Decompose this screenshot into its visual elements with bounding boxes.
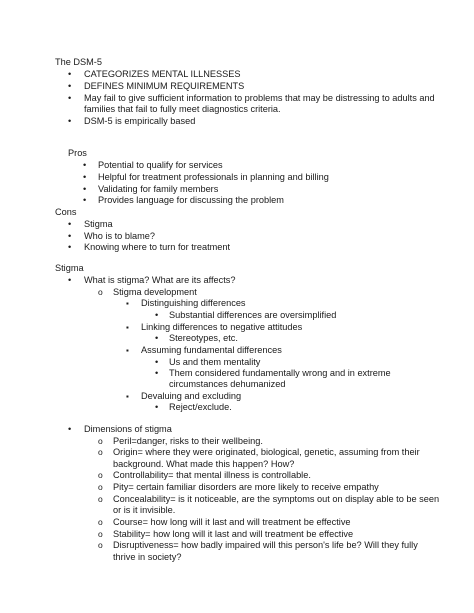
square-bullet-icon: [126, 345, 129, 357]
list-item: Devaluing and excluding: [141, 391, 242, 401]
circle-bullet-icon: [98, 447, 103, 459]
list-item: Validating for family members: [98, 184, 219, 194]
circle-bullet-icon: [98, 482, 103, 494]
bullet-icon: [68, 93, 71, 105]
bullet-icon: [68, 231, 71, 243]
list-item: DSM-5 is empirically based: [84, 116, 196, 126]
bullet-icon: [68, 242, 71, 254]
list-item: Concealability= is it noticeable, are the symptoms out on display able to be seen: [113, 494, 440, 504]
heading-stigma: Stigma: [55, 263, 84, 273]
list-item: Dimensions of stigma: [84, 424, 172, 434]
list-item: Reject/exclude.: [169, 402, 232, 412]
bullet-icon: [68, 424, 71, 436]
bullet-icon: [68, 116, 71, 128]
square-bullet-icon: [126, 298, 129, 310]
list-item: Pity= certain familiar disorders are more likely to receive empathy: [113, 482, 379, 492]
circle-bullet-icon: [98, 529, 103, 541]
bullet-icon: [68, 81, 71, 93]
list-item: Knowing where to turn for treatment: [84, 242, 231, 252]
list-item: Distinguishing differences: [141, 298, 246, 308]
heading-dsm: The DSM-5: [55, 57, 102, 67]
circle-bullet-icon: [98, 517, 103, 529]
list-item: DEFINES MINIMUM REQUIREMENTS: [84, 81, 245, 91]
bullet-icon: [68, 69, 71, 81]
circle-bullet-icon: [98, 470, 103, 482]
list-item: Stigma development: [113, 287, 197, 297]
list-item: What is stigma? What are its affects?: [84, 275, 236, 285]
circle-bullet-icon: [98, 287, 103, 299]
list-item: Controllability= that mental illness is controllable.: [113, 470, 311, 480]
list-item: Provides language for discussing the problem: [98, 195, 284, 205]
bullet-icon: [155, 368, 158, 380]
list-item: Origin= where they were originated, biological, genetic, assuming from their: [113, 447, 420, 457]
bullet-icon: [155, 357, 158, 369]
bullet-icon: [83, 195, 86, 207]
list-item: Us and them mentality: [169, 357, 261, 367]
circle-bullet-icon: [98, 436, 103, 448]
list-item: Peril=danger, risks to their wellbeing.: [113, 436, 263, 446]
list-item: Stability= how long will it last and will treatment be effective: [113, 529, 354, 539]
list-item-continued: background. What made this happen? How?: [113, 459, 295, 469]
bullet-icon: [83, 160, 86, 172]
bullet-icon: [155, 310, 158, 322]
list-item: Stigma: [84, 219, 113, 229]
bullet-icon: [83, 184, 86, 196]
list-item: Disruptiveness= how badly impaired will this person's life be? Will they fully: [113, 540, 418, 550]
circle-bullet-icon: [98, 540, 103, 552]
list-item: Them considered fundamentally wrong and in extreme: [169, 368, 391, 378]
list-item: May fail to give sufficient information to problems that may be distressing to adults and: [84, 93, 435, 103]
bullet-icon: [68, 219, 71, 231]
list-item: CATEGORIZES MENTAL ILLNESSES: [84, 69, 241, 79]
bullet-icon: [83, 172, 86, 184]
list-item-continued: thrive in society?: [113, 552, 182, 562]
square-bullet-icon: [126, 322, 129, 334]
bullet-icon: [155, 333, 158, 345]
list-item-continued: or is it invisible.: [113, 505, 176, 515]
list-item: Who is to blame?: [84, 231, 155, 241]
circle-bullet-icon: [98, 494, 103, 506]
list-item: Stereotypes, etc.: [169, 333, 238, 343]
heading-cons: Cons: [55, 207, 77, 217]
heading-pros: Pros: [68, 148, 87, 158]
list-item-continued: families that fail to fully meet diagnostics criteria.: [84, 104, 281, 114]
bullet-icon: [68, 275, 71, 287]
list-item: Linking differences to negative attitudes: [141, 322, 303, 332]
list-item: Potential to qualify for services: [98, 160, 223, 170]
bullet-icon: [155, 402, 158, 414]
list-item: Course= how long will it last and will treatment be effective: [113, 517, 351, 527]
list-item: Assuming fundamental differences: [141, 345, 282, 355]
list-item-continued: circumstances dehumanized: [169, 379, 286, 389]
list-item: Helpful for treatment professionals in planning and billing: [98, 172, 329, 182]
list-item: Substantial differences are oversimplified: [169, 310, 337, 320]
square-bullet-icon: [126, 391, 129, 403]
